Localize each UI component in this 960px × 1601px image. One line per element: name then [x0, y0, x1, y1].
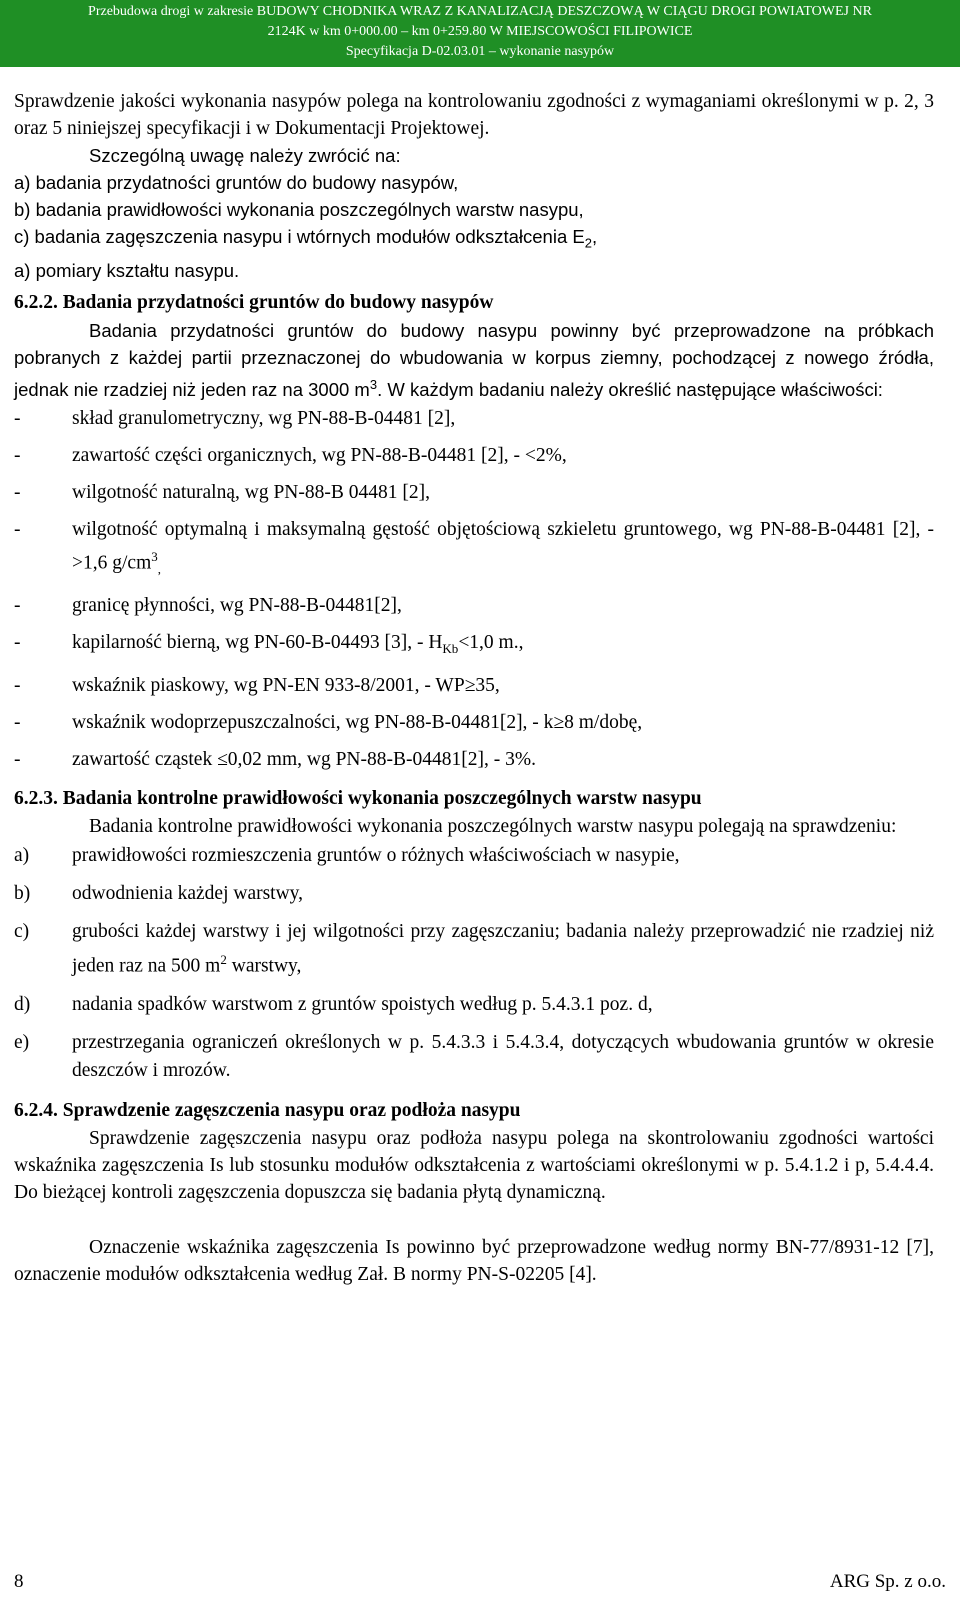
- intro-item-a: a) badania przydatności gruntów do budowy nasypów,: [14, 172, 459, 193]
- section-6-2-4-paragraph-1: Sprawdzenie zagęszczenia nasypu oraz podłoża nasypu polega na skontrolowaniu zgodności wartości wskaźnika zagęszczenia Is lub stosunku modułów odkształcenia z wartościami określonymi w p. 5.4.1.2 i p, 5.4.4.4. Do bieżącej kontroli zagęszczenia dopuszcza się badania płytą dynamiczną.: [14, 1127, 934, 1203]
- intro-item-c: [14, 223, 934, 257]
- b4-text: wilgotność optymalną i maksymalną gęstość objętościową szkieletu gruntowego, wg PN-88-B-04481 [2], - >1,6 g/cm: [72, 518, 934, 574]
- dash-marker: -: [14, 481, 21, 503]
- list-item-text: [72, 918, 934, 981]
- list-marker: e): [14, 1031, 30, 1053]
- list-item-text: granicę płynności, wg PN-88-B-04481[2],: [72, 595, 402, 617]
- list-item-text: skład granulometryczny, wg PN-88-B-04481 [2],: [72, 407, 456, 429]
- dash-marker: -: [14, 749, 21, 771]
- s622-sup: 3: [369, 376, 378, 392]
- section-6-2-3-paragraph: Badania kontrolne prawidłowości wykonania poszczególnych warstw nasypu polegają na sprawdzeniu:: [89, 816, 897, 838]
- list-item: [14, 746, 934, 773]
- header-line-1: Przebudowa drogi w zakresie BUDOWY CHODNIKA WRAZ Z KANALIZACJĄ DESZCZOWĄ W CIĄGU DROGI POWIATOWEJ NR: [88, 4, 872, 19]
- list-item-text: odwodnienia każdej warstwy,: [72, 883, 304, 905]
- section-6-2-2-paragraph: [14, 317, 934, 403]
- intro-item-c-sub: 2: [584, 235, 592, 251]
- list-marker: c): [14, 921, 30, 943]
- list-item: [14, 592, 934, 619]
- dash-marker: -: [14, 407, 21, 429]
- section-6-2-3-title: 6.2.3. Badania kontrolne prawidłowości wykonania poszczególnych warstw nasypu: [14, 788, 702, 810]
- dash-marker: -: [14, 632, 21, 654]
- intro-attention-text: Szczególną uwagę należy zwrócić na:: [89, 145, 401, 166]
- b9-after: 0,02 mm, wg PN-88-B-04481[2], - 3%.: [227, 749, 536, 771]
- b7-symbol: ≥: [464, 675, 476, 697]
- list-item: [14, 479, 934, 506]
- intro-attention: [14, 142, 934, 169]
- list-item-text: nadania spadków warstwom z gruntów spoistych według p. 5.4.3.1 poz. d,: [72, 993, 653, 1015]
- list-item: [14, 405, 934, 432]
- list-item-text: zawartość części organicznych, wg PN-88-B-04481 [2], - <2%,: [72, 444, 567, 466]
- b9-text: zawartość cząstek: [72, 749, 218, 771]
- list-marker: b): [14, 883, 31, 905]
- s622-text-a: Badania przydatności gruntów do budowy nasypu powinny być przeprowadzone na próbkach pobranych z każdej partii przeznaczonej do wbudowania w korpus ziemny, pochodzącej z nowego źródła, jednak nie rzadziej niż jeden raz na 3000 m: [14, 319, 934, 400]
- b6-after: <1,0 m.,: [458, 632, 524, 654]
- b6-sub: Kb: [442, 641, 459, 657]
- c-after: warstwy,: [226, 955, 302, 977]
- intro-item-c-after: ,: [591, 226, 598, 247]
- intro-item-b: b) badania prawidłowości wykonania poszczególnych warstw nasypu,: [14, 199, 584, 220]
- intro-item-c-text: c) badania zagęszczenia nasypu i wtórnych modułów odkształcenia E: [14, 226, 585, 247]
- dash-marker: -: [14, 444, 21, 466]
- b7-after: 35,: [475, 675, 500, 697]
- b6-text: kapilarność bierną, wg PN-60-B-04493 [3], - H: [72, 632, 443, 654]
- header-line-3: Specyfikacja D-02.03.01 – wykonanie nasypów: [345, 44, 615, 59]
- b8-symbol: ≥: [553, 712, 565, 734]
- b4-sup: 3: [151, 548, 158, 564]
- list-item-text: [72, 709, 934, 736]
- b8-text: wskaźnik wodoprzepuszczalności, wg PN-88-B-04481[2], - k: [72, 712, 554, 734]
- list-item: [14, 880, 934, 908]
- c-text: grubości każdej warstwy i jej wilgotności przy zagęszczaniu; badania należy przeprowadzić nie rzadziej niż jeden raz na 500 m: [72, 921, 934, 977]
- list-item: [14, 991, 934, 1019]
- list-item: [14, 672, 934, 699]
- list-item: [14, 516, 934, 582]
- list-item-text: [72, 516, 934, 582]
- list-item-text: przestrzegania ograniczeń określonych w p. 5.4.3.3 i 5.4.3.4, dotyczących wbudowania gruntów w okresie deszczów i mrozów.: [72, 1031, 934, 1081]
- dash-marker: -: [14, 712, 21, 734]
- list-item-text: [72, 629, 934, 662]
- list-marker: a): [14, 845, 30, 867]
- section-6-2-4-paragraph-2: Oznaczenie wskaźnika zagęszczenia Is powinno być przeprowadzone według normy BN-77/8931-12 [7], oznaczenie modułów odkształcenia według Zał. B normy PN-S-02205 [4].: [14, 1236, 934, 1285]
- list-item-text: prawidłowości rozmieszczenia gruntów o różnych właściwościach w nasypie,: [72, 845, 680, 867]
- footer-company: ARG Sp. z o.o.: [829, 1571, 946, 1592]
- dash-marker: -: [14, 595, 21, 617]
- list-item-text: [72, 672, 934, 699]
- c-sup: 2: [220, 952, 227, 968]
- list-item: [14, 629, 934, 662]
- list-item-text: wilgotność naturalną, wg PN-88-B 04481 [2],: [72, 481, 430, 503]
- section-6-2-4-title: 6.2.4. Sprawdzenie zagęszczenia nasypu oraz podłoża nasypu: [14, 1099, 521, 1121]
- list-marker: d): [14, 993, 31, 1015]
- b9-symbol: ≤: [217, 749, 228, 771]
- section-6-2-2-title: 6.2.2. Badania przydatności gruntów do budowy nasypów: [14, 291, 494, 313]
- list-item: [14, 709, 934, 736]
- page-header: [0, 0, 960, 67]
- dash-marker: -: [14, 675, 21, 697]
- b8-after: 8 m/dobę,: [564, 712, 643, 734]
- list-item: [14, 1029, 934, 1085]
- list-item: [14, 842, 934, 870]
- intro-item-d: a) pomiary kształtu nasypu.: [14, 259, 240, 281]
- b4-after: ,: [157, 561, 161, 577]
- dash-marker: -: [14, 518, 21, 540]
- list-item: [14, 442, 934, 469]
- header-line-2: 2124K w km 0+000.00 – km 0+259.80 W MIEJSCOWOŚCI FILIPOWICE: [267, 24, 693, 39]
- list-item-text: [72, 746, 934, 773]
- document-body: [14, 88, 934, 1288]
- b7-text: wskaźnik piaskowy, wg PN-EN 933-8/2001, - WP: [72, 675, 465, 697]
- intro-paragraph: Sprawdzenie jakości wykonania nasypów polega na kontrolowaniu zgodności z wymaganiami określonymi w p. 2, 3 oraz 5 niniejszej specyfikacji i w Dokumentacji Projektowej.: [14, 91, 934, 139]
- list-item: [14, 918, 934, 981]
- s622-text-b: . W każdym badaniu należy określić następujące właściwości:: [377, 378, 883, 400]
- page-number: 8: [14, 1571, 24, 1592]
